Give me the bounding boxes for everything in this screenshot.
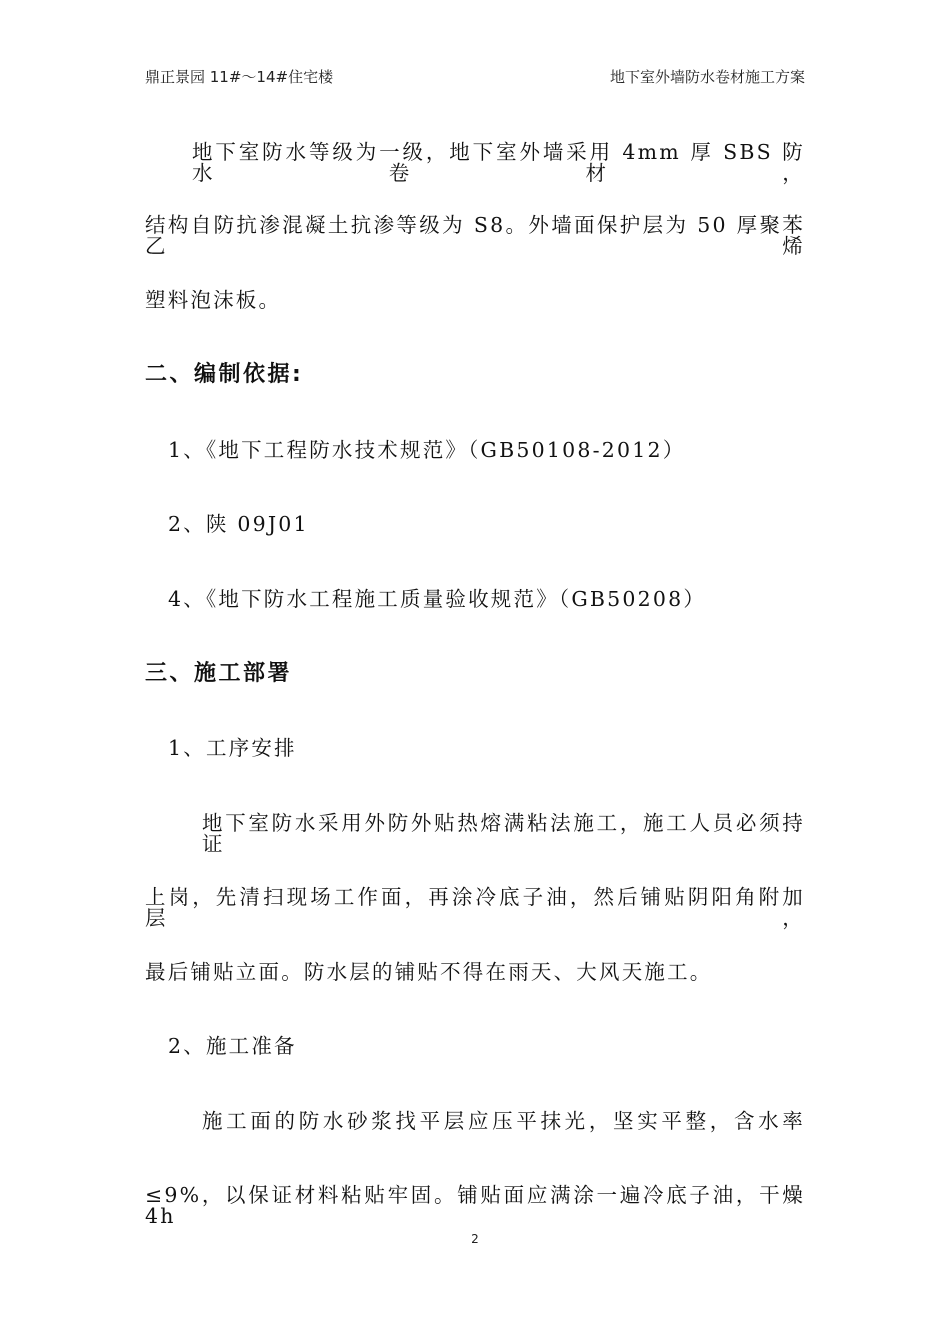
section-heading-basis: 二、编制依据:	[145, 362, 304, 387]
intro-line-1: 地下室防水等级为一级，地下室外墙采用 4mm 厚 SBS 防水卷材，	[192, 140, 805, 185]
process-line-2: 上岗，先清扫现场工作面，再涂冷底子油，然后铺贴阴阳角附加层，	[145, 885, 805, 930]
header-document-title: 地下室外墙防水卷材施工方案	[609, 68, 805, 86]
basis-item-3: 4、《地下防水工程施工质量验收规范》（GB50208）	[168, 587, 707, 611]
preparation-line-1: 施工面的防水砂浆找平层应压平抹光，坚实平整，含水率	[202, 1109, 805, 1133]
page-header	[145, 66, 805, 92]
basis-item-2: 2、陕 09J01	[168, 512, 309, 536]
preparation-line-2: ≤9%，以保证材料粘贴牢固。铺贴面应满涂一遍冷底子油，干燥 4h	[145, 1183, 805, 1228]
process-line-3: 最后铺贴立面。防水层的铺贴不得在雨天、大风天施工。	[145, 960, 713, 984]
basis-item-1: 1、《地下工程防水技术规范》（GB50108-2012）	[168, 438, 686, 462]
intro-line-2: 结构自防抗渗混凝土抗渗等级为 S8。外墙面保护层为 50 厚聚苯乙烯	[145, 213, 805, 258]
section-heading-deployment: 三、施工部署	[145, 661, 293, 686]
intro-line-3: 塑料泡沫板。	[145, 288, 282, 312]
header-project-name: 鼎正景园 11#～14#住宅楼	[145, 68, 334, 86]
process-line-1: 地下室防水采用外防外贴热熔满粘法施工，施工人员必须持证	[202, 811, 805, 856]
subsection-title-process: 1、工序安排	[168, 736, 297, 760]
subsection-title-preparation: 2、施工准备	[168, 1034, 297, 1058]
page-number: 2	[471, 1232, 479, 1246]
